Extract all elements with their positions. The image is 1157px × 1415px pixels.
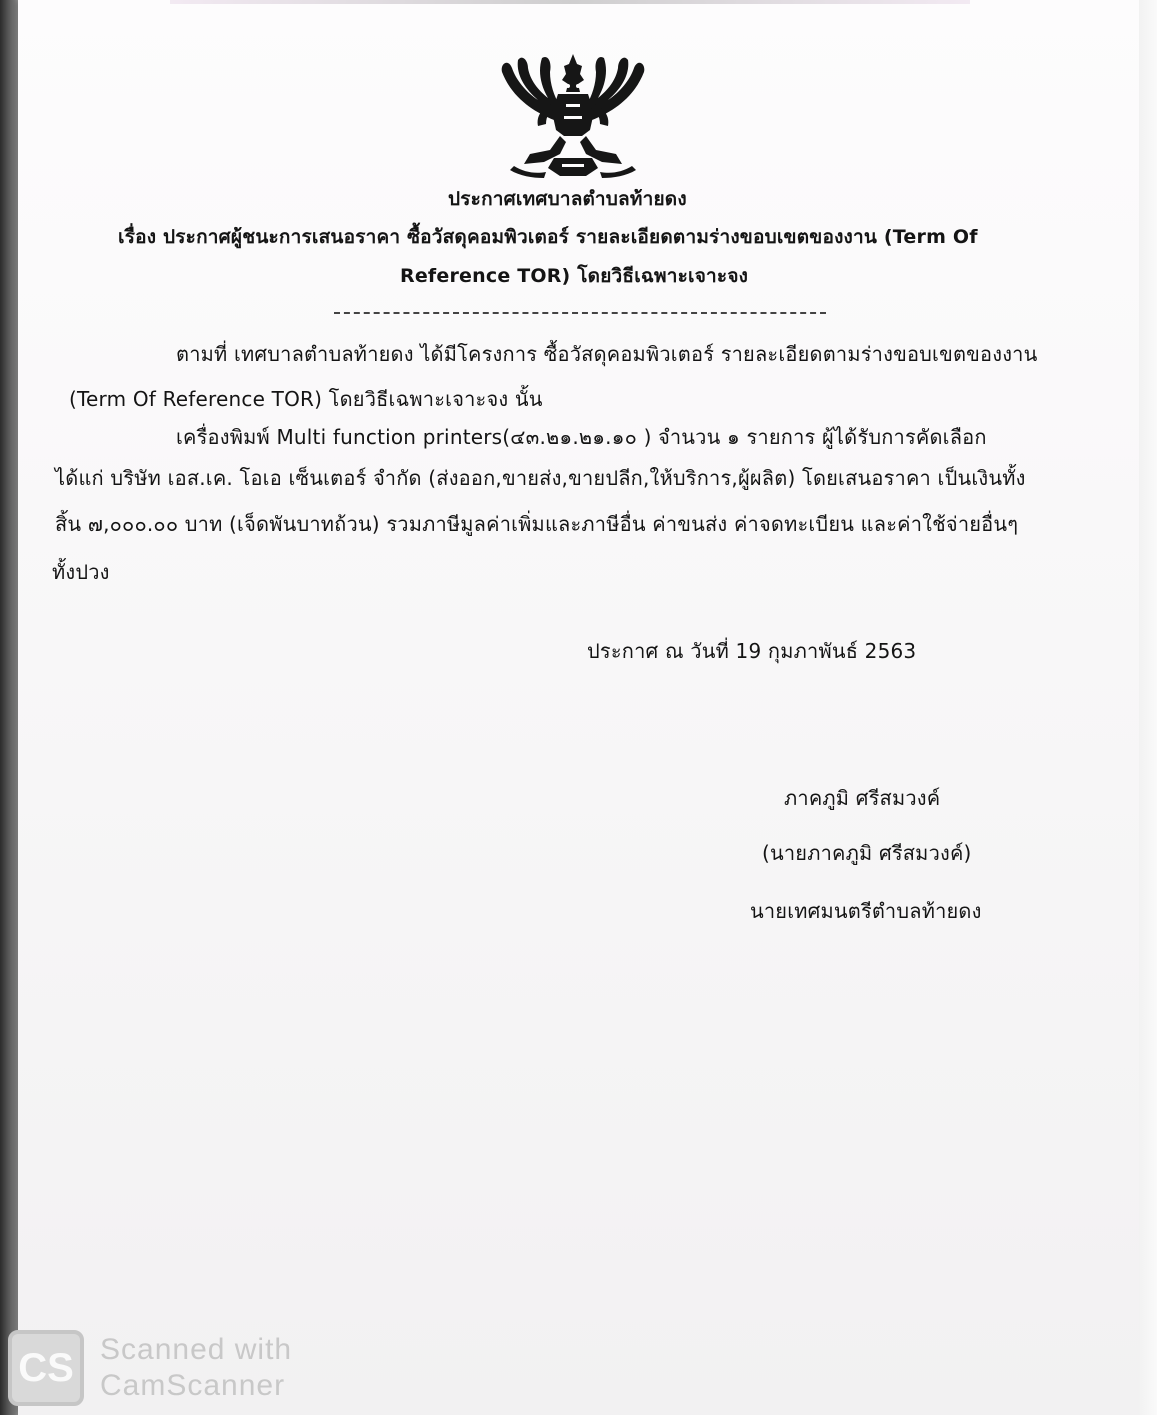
subject-line-1: เรื่อง ประกาศผู้ชนะการเสนอราคา ซื้อวัสดุคอมพิวเตอร์ รายละเอียดตามร่างขอบเขตของงาน (Term Of [118, 226, 978, 248]
para2-line3: สิ้น ๗,๐๐๐.๐๐ บาท (เจ็ดพันบาทถ้วน) รวมภาษีมูลค่าเพิ่มและภาษีอื่น ค่าขนส่ง ค่าจดทะเบียน และค่าใช้จ่ายอื่นๆ [55, 512, 1019, 536]
para2-line1: เครื่องพิมพ์ Multi function printers(๔๓.๒๑.๒๑.๑๐ ) จำนวน ๑ รายการ ผู้ได้รับการคัดเลือก [176, 425, 987, 449]
garuda-emblem-icon [494, 50, 652, 180]
announce-date: ประกาศ ณ วันที่ 19 กุมภาพันธ์ 2563 [587, 639, 917, 663]
divider-line [334, 312, 826, 314]
watermark-text [100, 1332, 292, 1404]
subject-line-2: Reference TOR) โดยวิธีเฉพาะเจาะจง [400, 265, 749, 287]
watermark-line-1: Scanned with [100, 1333, 293, 1366]
signature: ภาคภูมิ ศรีสมวงค์ [784, 786, 941, 810]
scan-right-edge [1139, 0, 1157, 1415]
signer-position: นายเทศมนตรีตำบลท้ายดง [750, 899, 982, 923]
camscanner-logo-icon: CS [8, 1330, 84, 1406]
document-title: ประกาศเทศบาลตำบลท้ายดง [448, 188, 687, 210]
para1-line2: (Term Of Reference TOR) โดยวิธีเฉพาะเจาะจง นั้น [69, 387, 543, 411]
watermark-line-2: CamScanner [100, 1369, 286, 1402]
scan-top-bleed [170, 0, 970, 4]
signer-name: (นายภาคภูมิ ศรีสมวงค์) [762, 841, 972, 865]
para2-line4: ทั้งปวง [52, 560, 110, 584]
para1-line1: ตามที่ เทศบาลตำบลท้ายดง ได้มีโครงการ ซื้อวัสดุคอมพิวเตอร์ รายละเอียดตามร่างขอบเขตของงาน [176, 342, 1038, 366]
para2-line2: ได้แก่ บริษัท เอส.เค. โอเอ เซ็นเตอร์ จำกัด (ส่งออก,ขายส่ง,ขายปลีก,ให้บริการ,ผู้ผลิต) โดยเสนอราคา เป็นเงินทั้ง [55, 466, 1026, 490]
